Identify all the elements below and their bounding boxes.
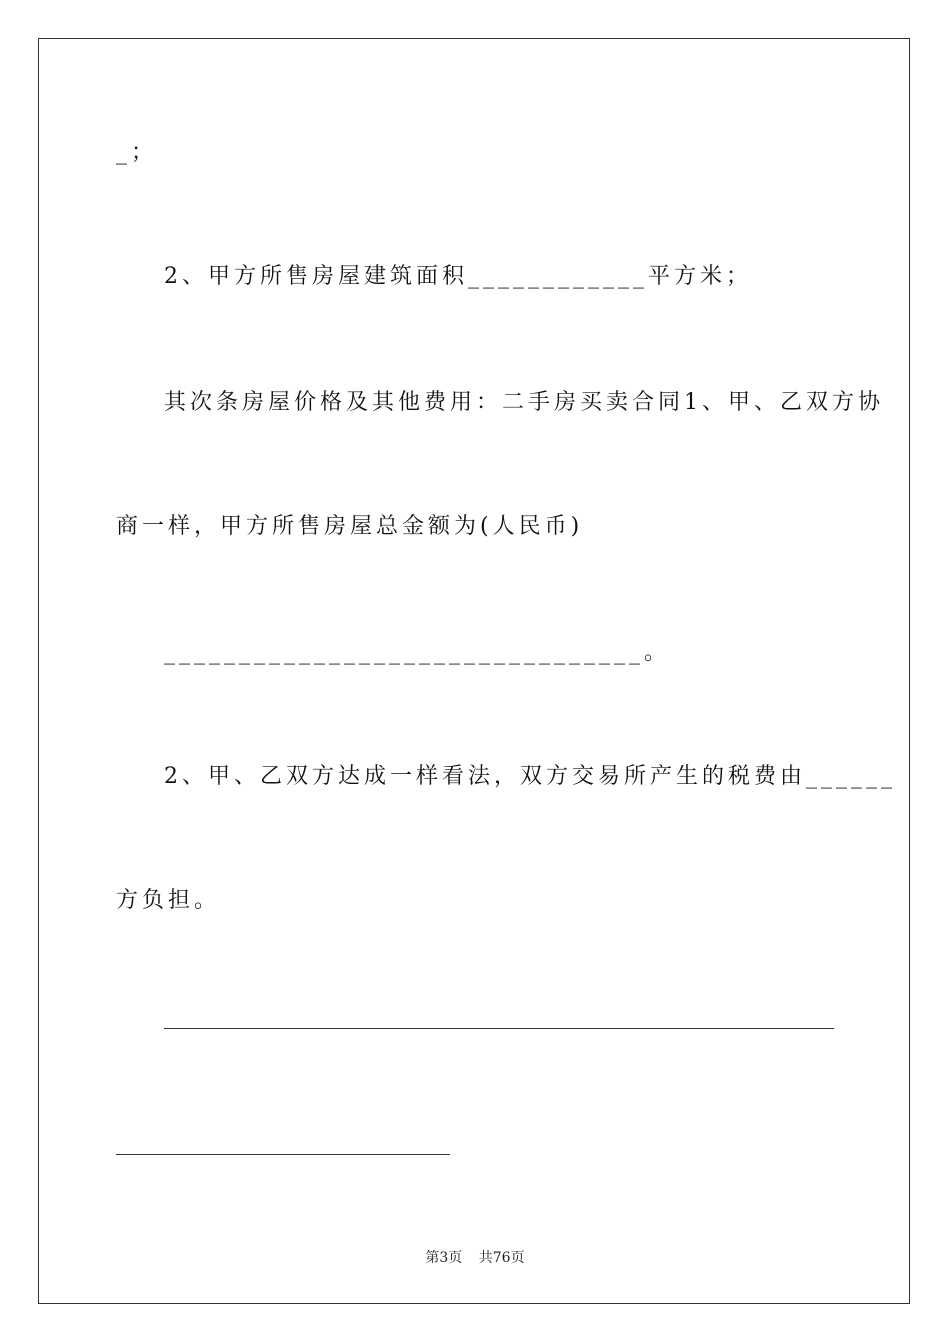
page-total: 共76页 (478, 1250, 525, 1266)
text-line-7: 方负担。 (116, 888, 221, 913)
page-border (38, 38, 910, 1304)
blank-fill-line-2 (116, 1154, 450, 1155)
text-line-6: 2、甲、乙双方达成一样看法，双方交易所产生的税费由______ (164, 764, 896, 789)
page-number: 第3页 (425, 1250, 463, 1266)
page-footer (0, 1247, 950, 1267)
text-line-5: ________________________________。 (164, 640, 671, 665)
text-line-2: 2、甲方所售房屋建筑面积____________平方米； (164, 264, 752, 289)
text-line-1: _； (116, 140, 158, 165)
blank-fill-line-1 (164, 1028, 834, 1029)
text-line-3: 其次条房屋价格及其他费用：二手房买卖合同1、甲、乙双方协 (164, 390, 884, 415)
text-line-4: 商一样，甲方所售房屋总金额为(人民币) (116, 514, 584, 539)
